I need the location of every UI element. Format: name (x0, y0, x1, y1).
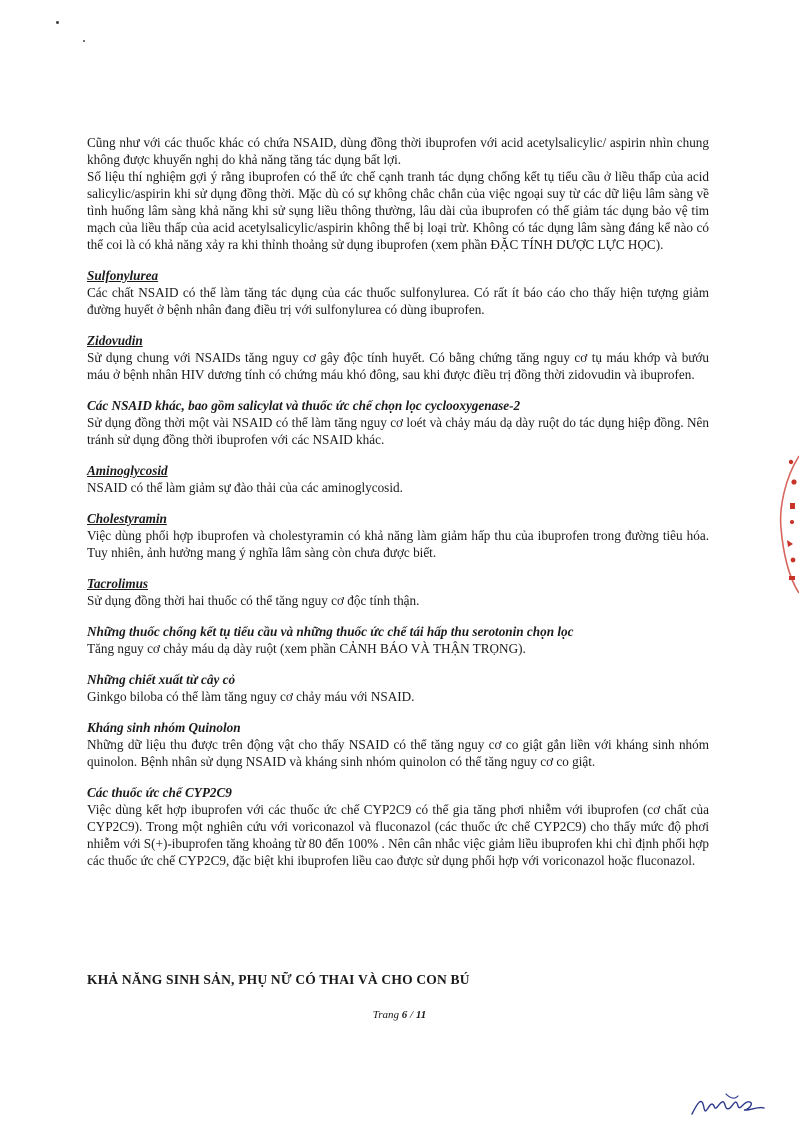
section-body: Sử dụng chung với NSAIDs tăng nguy cơ gây độc tính huyết. Có bằng chứng tăng nguy cơ tụ máu khớp và bướu máu ở bệnh nhân HIV dương tính có chứng máu khó đông, sau khi được điều trị đồng thời zidovudin và ibuprofen. (87, 350, 709, 382)
section-title: Aminoglycosid (87, 463, 168, 478)
section-other-nsaids (87, 397, 709, 448)
page-total: 11 (415, 1009, 427, 1021)
red-stamp-fragment (775, 448, 799, 598)
section-title: Zidovudin (87, 333, 143, 348)
scan-speck (56, 21, 59, 24)
intro-paragraph: Số liệu thí nghiệm gợi ý rằng ibuprofen có thể ức chế cạnh tranh tác dụng chống kết tụ tiểu cầu ở liều thấp của acid salicylic/aspirin khi sử dụng đồng thời. Mặc dù có sự không chắc chắn của việc ngoại suy từ các dữ liệu lâm sàng về tình huống lâm sàng khả năng khi sử sụng liều thông thường, lâu dài của ibuprofen có thể giảm tác dụng bảo vệ tim mạch của liều thấp của acid acetylsalicylic/aspirin không thể bị loại trừ. Không có tác dụng lâm sàng đáng kể nào có thể coi là có khả năng xảy ra khi thỉnh thoảng sử dụng ibuprofen (xem phần ĐẶC TÍNH DƯỢC LỰC HỌC). (87, 169, 709, 252)
section-title: Kháng sinh nhóm Quinolon (87, 720, 241, 735)
section-title: Cholestyramin (87, 511, 167, 526)
handwritten-signature (688, 1088, 768, 1120)
section-sulfonylurea (87, 267, 709, 318)
section-body: Ginkgo biloba có thể làm tăng nguy cơ chảy máu với NSAID. (87, 689, 415, 704)
section-title: Các NSAID khác, bao gồm salicylat và thuốc ức chế chọn lọc cyclooxygenase-2 (87, 398, 521, 413)
section-body: Những dữ liệu thu được trên động vật cho thấy NSAID có thể tăng nguy cơ co giật gắn liền với kháng sinh nhóm quinolon. Bệnh nhân sử dụng NSAID và kháng sinh nhóm quinolon có thể tăng nguy cơ co giật. (87, 737, 709, 769)
section-cyp2c9 (87, 784, 709, 869)
intro-paragraph: Cũng như với các thuốc khác có chứa NSAID, dùng đồng thời ibuprofen với acid acetylsalicylic/ aspirin nhìn chung không được khuyến nghị do khả năng tăng tác dụng bất lợi. (87, 135, 709, 167)
section-title: Các thuốc ức chế CYP2C9 (87, 785, 232, 800)
section-body: Việc dùng phối hợp ibuprofen và cholestyramin có khả năng làm giảm hấp thu của ibuprofen trong đường tiêu hóa. Tuy nhiên, ảnh hưởng mang ý nghĩa lâm sàng còn chưa được biết. (87, 528, 709, 560)
section-body: Các chất NSAID có thể làm tăng tác dụng của các thuốc sulfonylurea. Có rất ít báo cáo cho thấy hiện tượng giảm đường huyết ở bệnh nhân đang điều trị với sulfonylurea có dùng ibuprofen. (87, 285, 709, 317)
section-body: Việc dùng kết hợp ibuprofen với các thuốc ức chế CYP2C9 có thể gia tăng phơi nhiễm với ibuprofen (cơ chất của CYP2C9). Trong một nghiên cứu với voriconazol và fluconazol (các thuốc ức chế CYP2C9) cho thấy mức độ phơi nhiễm với S(+)-ibuprofen tăng khoảng từ 80 đến 100% . Nên cân nhắc việc giảm liều ibuprofen khi chỉ định phối hợp các thuốc ức chế CYP2C9, đặc biệt khi ibuprofen liều cao được sử dụng phối hợp với voriconazol hoặc fluconazol. (87, 802, 709, 868)
section-title: Những thuốc chống kết tụ tiểu cầu và những thuốc ức chế tái hấp thu serotonin chọn lọc (87, 624, 574, 639)
section-body: Sử dụng đồng thời hai thuốc có thể tăng nguy cơ độc tính thận. (87, 593, 420, 608)
section-body: Tăng nguy cơ chảy máu dạ dày ruột (xem phần CẢNH BÁO VÀ THẬN TRỌNG). (87, 641, 526, 656)
section-quinolon (87, 719, 709, 770)
section-herbal-extracts (87, 671, 709, 705)
section-cholestyramin (87, 510, 709, 561)
next-section-heading: KHẢ NĂNG SINH SẢN, PHỤ NỮ CÓ THAI VÀ CHO CON BÚ (87, 972, 470, 987)
page-current: 6 (401, 1009, 408, 1021)
page-separator: / (410, 1009, 414, 1021)
section-aminoglycosid (87, 462, 709, 496)
section-title: Sulfonylurea (87, 268, 159, 283)
section-body: Sử dụng đồng thời một vài NSAID có thể làm tăng nguy cơ loét và chảy máu dạ dày ruột do tác dụng hiệp đồng. Nên tránh sử dụng đồng thời ibuprofen với các NSAID khác. (87, 415, 709, 447)
section-antiplatelet-ssri (87, 623, 709, 657)
page-label: Trang (372, 1009, 400, 1021)
page-number (0, 1009, 799, 1021)
section-zidovudin (87, 332, 709, 383)
section-tacrolimus (87, 575, 709, 609)
section-title: Những chiết xuất từ cây cỏ (87, 672, 236, 687)
section-body: NSAID có thể làm giảm sự đào thải của các aminoglycosid. (87, 480, 403, 495)
document-body (87, 134, 709, 869)
scan-speck (83, 40, 85, 42)
section-title: Tacrolimus (87, 576, 149, 591)
